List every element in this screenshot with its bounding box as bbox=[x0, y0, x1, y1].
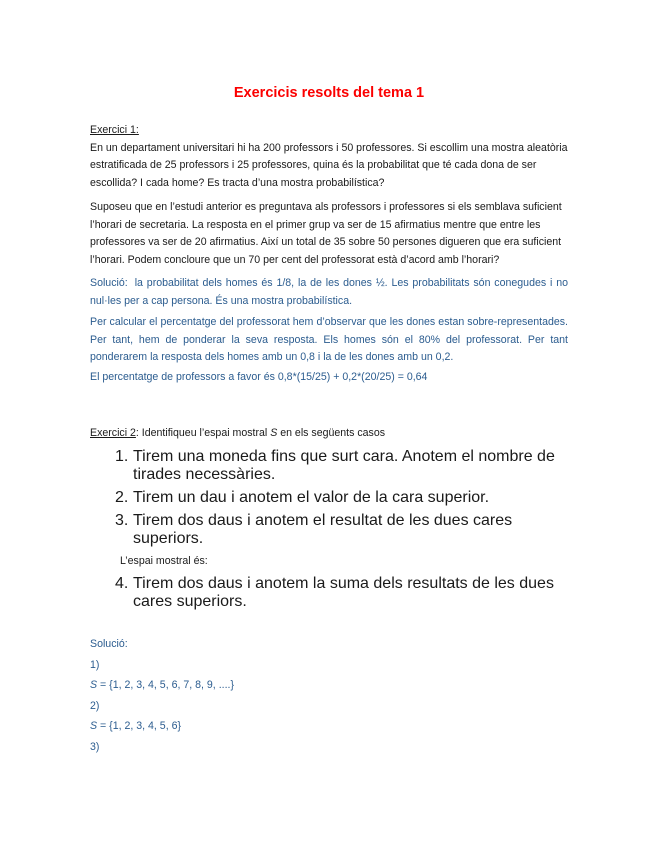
sample-space-note: L’espai mostral és: bbox=[120, 554, 208, 567]
exercise1-problem-paragraph-2: Suposeu que en l’estudi anterior es preguntava als professors i professores si els semblava suficient l’horari de secretaria. La resposta en el primer grup va ser de 15 afirmatius mentre que entre les professores va ser de 20 afirmatius. Així un total de 35 sobre 50 persones digueren que era suficient l’horari. Podem concloure que un 70 per cent del professorat està d’acord amb l’horari? bbox=[90, 201, 562, 266]
exercise2-section bbox=[90, 425, 568, 756]
sample-space-symbol: S bbox=[270, 427, 278, 439]
exercise1-solution-label: Solució: bbox=[90, 277, 128, 289]
exercise1-heading-label: Exercici 1: bbox=[90, 124, 139, 136]
list-item-text: Tirem dos daus i anotem la suma dels resultats de les dues cares superiors. bbox=[133, 575, 554, 610]
list-item bbox=[90, 512, 568, 548]
document-title: Exercicis resolts del tema 1 bbox=[233, 85, 425, 101]
list-item-number: 1. bbox=[115, 447, 129, 465]
list-item bbox=[90, 489, 568, 507]
list-item bbox=[90, 448, 568, 484]
solution-case-2-set-text: = {1, 2, 3, 4, 5, 6} bbox=[97, 720, 182, 732]
solution-case-1-set-text: = {1, 2, 3, 4, 5, 6, 7, 8, 9, ....} bbox=[97, 679, 235, 691]
list-item-text: Tirem una moneda fins que surt cara. Anotem el nombre de tirades necessàries. bbox=[133, 447, 555, 483]
exercise1-solution-formula: El percentatge de professors a favor és 0,8*(15/25) + 0,2*(20/25) = 0,64 bbox=[90, 370, 428, 383]
exercise1-heading bbox=[90, 122, 568, 140]
exercise1-solution-paragraph-2: Per calcular el percentatge del professorat hem d’observar que les dones estan sobre-representades. Per tant, hem de ponderar la seva resposta. Els homes són el 80% del professorat. Per tant ponderarem la resposta dels homes amb un 0,8 i la de les dones amb un 0,2. bbox=[90, 316, 568, 363]
solution-case-1-set bbox=[90, 677, 568, 695]
list-item-text: Tirem dos daus i anotem el resultat de les dues cares superiors. bbox=[133, 511, 513, 547]
exercise2-heading-label: Exercici 2 bbox=[90, 427, 136, 439]
sample-space-symbol: S bbox=[90, 679, 98, 691]
list-item-text: Tirem un dau i anotem el valor de la cara superior. bbox=[133, 488, 490, 506]
exercise1-problem-paragraph-1: En un departament universitari hi ha 200 professors i 50 professores. Si escollim una mostra aleatòria estratificada de 25 professors i 25 professores, quina és la probabilitat que té cada dona de ser escollida? I cada home? Es tracta d’una mostra probabilística? bbox=[90, 141, 568, 189]
exercise2-heading-colon: : Identifiqueu l’espai mostral bbox=[135, 427, 271, 439]
list-item-number: 4. bbox=[115, 575, 129, 592]
exercise2-heading-tail: en els següents casos bbox=[277, 427, 386, 439]
solution-case-2-label: 2) bbox=[90, 699, 100, 712]
solution-case-1-label: 1) bbox=[90, 658, 100, 671]
list-item bbox=[90, 575, 568, 611]
solution-case-3-label: 3) bbox=[90, 740, 100, 753]
exercise2-heading bbox=[90, 425, 568, 443]
exercise2-solution-label: Solució: bbox=[90, 638, 128, 650]
exercise1-solution-paragraph-1 bbox=[90, 275, 568, 310]
exercise1-section bbox=[90, 122, 568, 386]
list-item-number: 3. bbox=[115, 511, 129, 529]
sample-space-symbol: S bbox=[90, 720, 98, 732]
solution-case-2-set bbox=[90, 718, 568, 736]
list-item-number: 2. bbox=[115, 488, 129, 506]
exercise1-solution-text-1: la probabilitat dels homes és 1/8, la de les dones ½. Les probabilitats són conegudes i no nul·les per a cap persona. És una mostra probabilística. bbox=[90, 277, 568, 307]
